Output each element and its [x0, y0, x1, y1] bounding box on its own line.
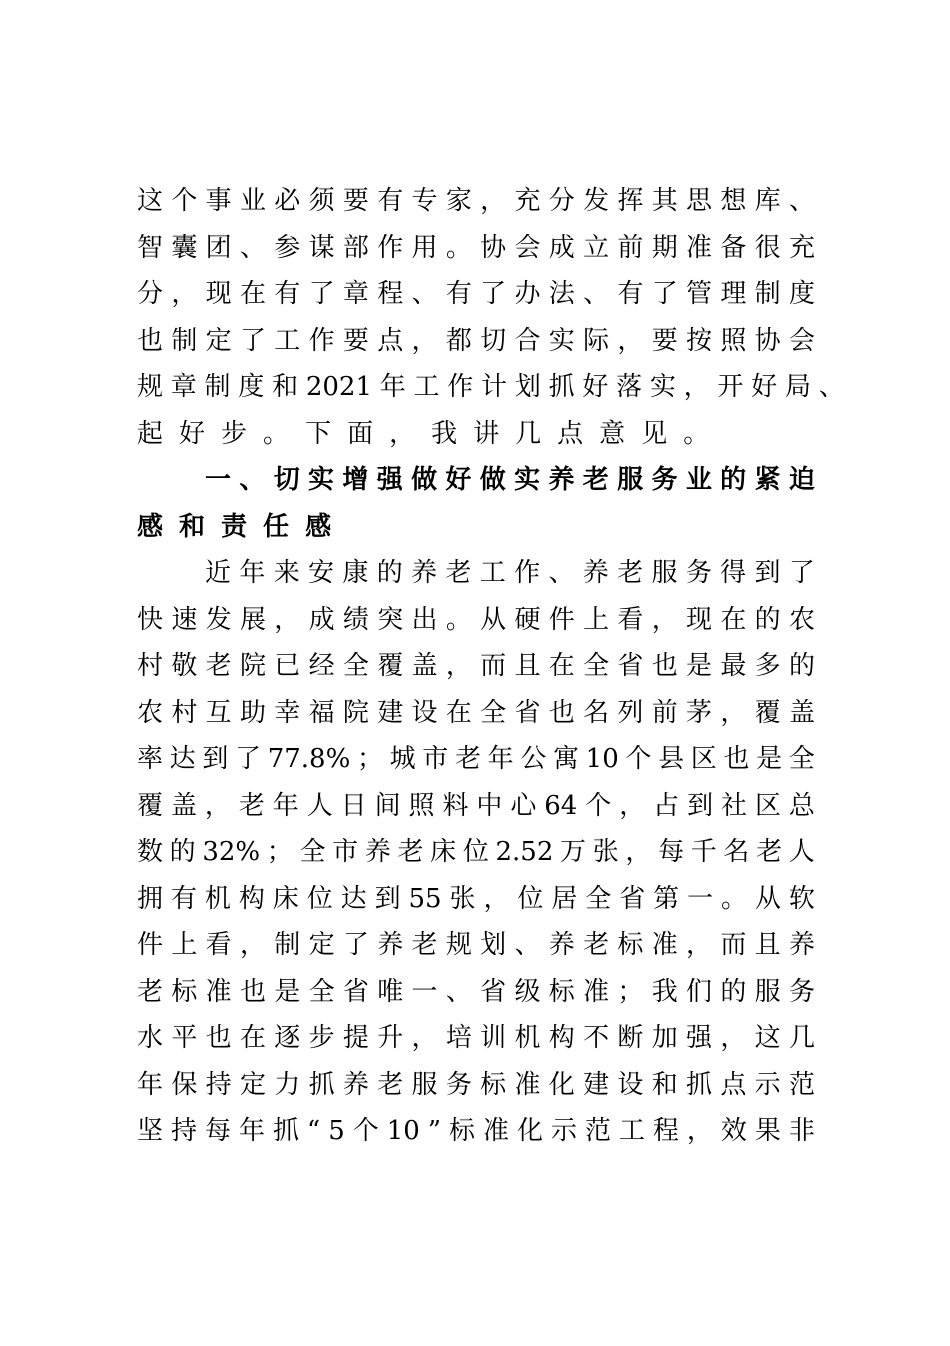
text-line [137, 969, 847, 1016]
text-line [137, 550, 847, 597]
line-text: 规 章 制 度 和 2021 年 工 作 计 划 抓 好 落 实 ， 开 好 局 、 [137, 372, 845, 402]
line-text: 覆 盖 ， 老 年 人 日 间 照 料 中 心 64 个 ， 占 到 社 区 总 [137, 790, 815, 821]
line-text: 也 制 定 了 工 作 要 点 ， 都 切 合 实 际 ， 要 按 照 协 会 [137, 325, 815, 356]
section-heading-line [137, 457, 847, 504]
line-text: 分 ， 现 在 有 了 章 程 、 有 了 办 法 、 有 了 管 理 制 度 [137, 279, 815, 309]
text-line [137, 1015, 847, 1062]
text-line [137, 318, 847, 365]
line-text: 拥 有 机 构 床 位 达 到 55 张 ， 位 居 全 省 第 一 。 从 软 [137, 883, 815, 914]
text-line [137, 178, 847, 225]
text-line [137, 736, 847, 783]
line-text: 水 平 也 在 逐 步 提 升 ， 培 训 机 构 不 断 加 强 ， 这 几 [137, 1023, 815, 1053]
text-line [137, 364, 847, 411]
document-body [137, 178, 847, 1155]
line-text: 年 保 持 定 力 抓 养 老 服 务 标 准 化 建 设 和 抓 点 示 范 [137, 1069, 815, 1100]
line-text: 率 达 到 了 77.8% ； 城 市 老 年 公 寓 10 个 县 区 也 是 全 [137, 744, 815, 774]
text-line [137, 411, 847, 458]
text-line [137, 829, 847, 876]
line-text: 快 速 发 展 ， 成 绩 突 出 。 从 硬 件 上 看 ， 现 在 的 农 [137, 604, 815, 635]
text-line [137, 783, 847, 830]
section-heading-text: 一 、 切 实 增 强 做 好 做 实 养 老 服 务 业 的 紧 迫 [205, 465, 815, 495]
text-line [137, 643, 847, 690]
text-line [137, 225, 847, 272]
text-line [137, 1062, 847, 1109]
line-text: 件 上 看 ， 制 定 了 养 老 规 划 、 养 老 标 准 ， 而 且 养 [137, 930, 815, 960]
line-text: 农 村 互 助 幸 福 院 建 设 在 全 省 也 名 列 前 茅 ， 覆 盖 [137, 697, 815, 728]
line-text: 起 好 步 。 下 面 ， 我 讲 几 点 意 见 。 [137, 418, 710, 449]
text-line [137, 1108, 847, 1155]
line-text: 数 的 32% ； 全 市 养 老 床 位 2.52 万 张 ， 每 千 名 老 人 [137, 837, 815, 867]
line-text: 坚 持 每 年 抓 “ 5 个 10 ” 标 准 化 示 范 工 程 ， 效 果 非 [137, 1116, 815, 1146]
line-text: 村 敬 老 院 已 经 全 覆 盖 ， 而 且 在 全 省 也 是 最 多 的 [137, 651, 815, 681]
text-line [137, 876, 847, 923]
line-text: 近 年 来 安 康 的 养 老 工 作 、 养 老 服 务 得 到 了 [205, 558, 815, 588]
section-heading-text: 感 和 责 任 感 [137, 511, 332, 542]
text-line [137, 271, 847, 318]
text-line [137, 922, 847, 969]
section-heading-line [137, 504, 847, 551]
text-line [137, 690, 847, 737]
line-text: 老 标 准 也 是 全 省 唯 一 、 省 级 标 准 ； 我 们 的 服 务 [137, 976, 815, 1007]
line-text: 这 个 事 业 必 须 要 有 专 家 ， 充 分 发 挥 其 思 想 库 、 [137, 186, 815, 216]
line-text: 智 囊 团 、 参 谋 部 作 用 。 协 会 成 立 前 期 准 备 很 充 [137, 232, 815, 263]
text-line [137, 597, 847, 644]
